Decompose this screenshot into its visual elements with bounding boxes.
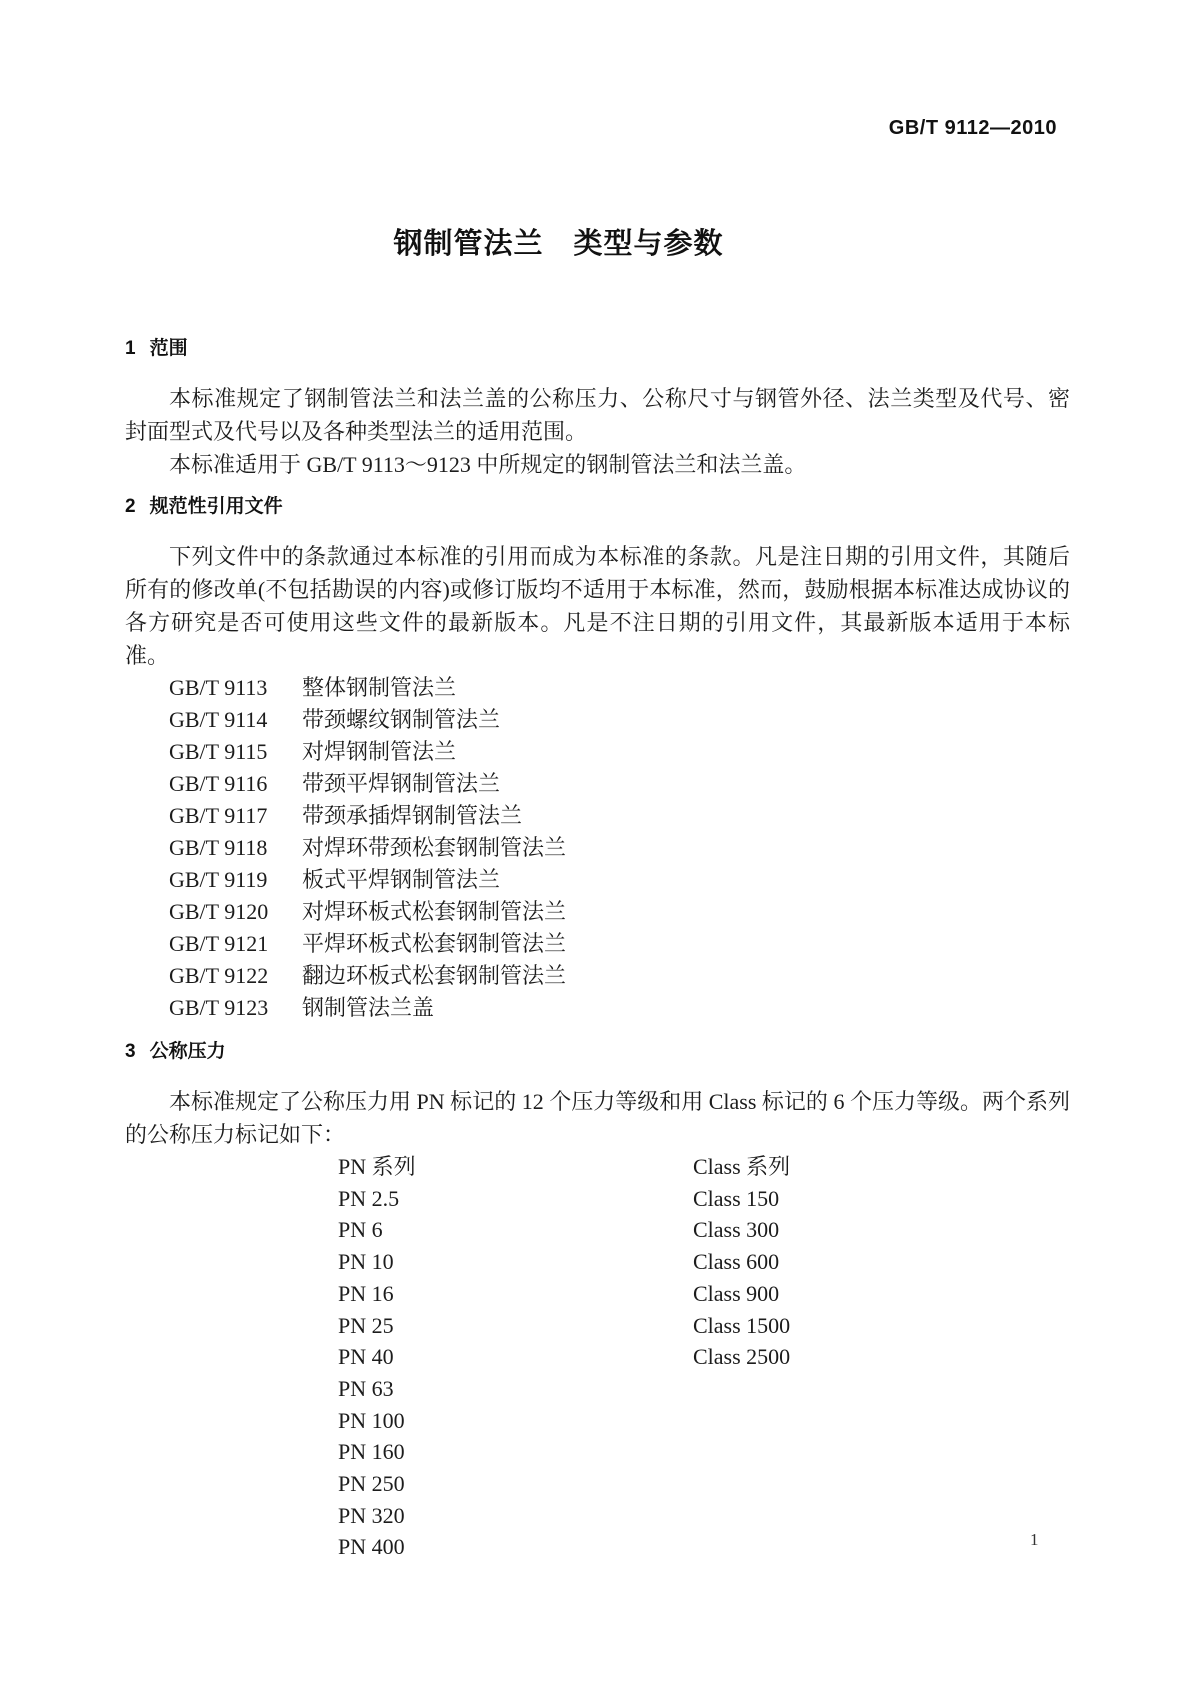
- class-series-column: [693, 1151, 790, 1563]
- body-paragraph: 本标准规定了钢制管法兰和法兰盖的公称压力、公称尺寸与钢管外径、法兰类型及代号、密封面型式及代号以及各种类型法兰的适用范围。: [125, 386, 1070, 444]
- pn-series-header: PN 系列: [338, 1154, 416, 1179]
- reference-code: GB/T 9115: [169, 739, 268, 764]
- pressure-item: PN 63: [338, 1375, 394, 1401]
- section-number: 3: [125, 1041, 136, 1062]
- section-3-heading: [125, 1039, 1070, 1065]
- reference-title: 对焊钢制管法兰: [302, 739, 457, 764]
- reference-code: GB/T 9113: [169, 675, 268, 700]
- pressure-item: PN 25: [338, 1312, 394, 1338]
- reference-item: [169, 928, 1070, 960]
- pressure-item: PN 40: [338, 1344, 394, 1370]
- reference-title: 对焊环板式松套钢制管法兰: [302, 899, 567, 924]
- section-number: 2: [125, 496, 136, 517]
- reference-item: [169, 864, 1070, 896]
- reference-code: GB/T 9121: [169, 931, 269, 956]
- reference-title: 钢制管法兰盖: [302, 995, 435, 1020]
- reference-title: 翻边环板式松套钢制管法兰: [302, 963, 567, 988]
- pressure-series-lists: [125, 1151, 1070, 1563]
- reference-title: 带颈螺纹钢制管法兰: [302, 707, 501, 732]
- pressure-item: Class 900: [693, 1280, 780, 1306]
- pressure-item: Class 150: [693, 1185, 780, 1211]
- body-paragraph: 本标准规定了公称压力用 PN 标记的 12 个压力等级和用 Class 标记的 6 个压力等级。两个系列的公称压力标记如下：: [125, 1089, 1070, 1147]
- pressure-item: PN 16: [338, 1280, 394, 1306]
- reference-code: GB/T 9119: [169, 867, 268, 892]
- section-1-heading: [125, 336, 1070, 362]
- pressure-item: PN 320: [338, 1502, 405, 1528]
- reference-item: [169, 672, 1070, 704]
- reference-item: [169, 800, 1070, 832]
- reference-item: [169, 992, 1070, 1024]
- pressure-item: PN 250: [338, 1471, 405, 1497]
- pn-series-column: [338, 1151, 693, 1563]
- reference-list: [125, 672, 1070, 1024]
- reference-item: [169, 704, 1070, 736]
- reference-title: 带颈平焊钢制管法兰: [302, 771, 501, 796]
- reference-code: GB/T 9114: [169, 707, 268, 732]
- section-heading-label: 公称压力: [149, 1041, 226, 1062]
- standard-code: GB/T 9112—2010: [888, 117, 1057, 139]
- section-heading-label: 范围: [149, 338, 188, 359]
- pressure-item: Class 300: [693, 1217, 780, 1243]
- reference-code: GB/T 9120: [169, 899, 269, 924]
- reference-code: GB/T 9122: [169, 963, 269, 988]
- document-content: [125, 336, 1070, 1563]
- pressure-item: PN 2.5: [338, 1185, 400, 1211]
- section-heading-label: 规范性引用文件: [149, 496, 283, 517]
- reference-title: 带颈承插焊钢制管法兰: [302, 803, 523, 828]
- reference-item: [169, 768, 1070, 800]
- reference-code: GB/T 9117: [169, 803, 268, 828]
- section-2-heading: [125, 494, 1070, 520]
- page-number: 1: [1030, 1530, 1039, 1549]
- pressure-item: PN 10: [338, 1249, 394, 1275]
- pressure-item: Class 1500: [693, 1312, 791, 1338]
- pressure-item: Class 600: [693, 1249, 780, 1275]
- pressure-item: PN 100: [338, 1407, 405, 1433]
- pressure-item: Class 2500: [693, 1344, 791, 1370]
- reference-item: [169, 832, 1070, 864]
- reference-title: 平焊环板式松套钢制管法兰: [302, 931, 567, 956]
- body-paragraph: 下列文件中的条款通过本标准的引用而成为本标准的条款。凡是注日期的引用文件，其随后所有的修改单(不包括勘误的内容)或修订版均不适用于本标准，然而，鼓励根据本标准达成协议的各方研究是否可使用这些文件的最新版本。凡是不注日期的引用文件，其最新版本适用于本标准。: [125, 544, 1070, 668]
- reference-title: 整体钢制管法兰: [302, 675, 457, 700]
- body-paragraph: 本标准适用于 GB/T 9113～9123 中所规定的钢制管法兰和法兰盖。: [169, 452, 807, 477]
- pressure-item: PN 160: [338, 1439, 405, 1465]
- class-series-header: Class 系列: [693, 1154, 791, 1179]
- document-title: 钢制管法兰 类型与参数: [393, 228, 724, 260]
- reference-code: GB/T 9116: [169, 771, 268, 796]
- pressure-item: PN 6: [338, 1217, 383, 1243]
- reference-item: [169, 736, 1070, 768]
- reference-title: 板式平焊钢制管法兰: [302, 867, 501, 892]
- reference-item: [169, 960, 1070, 992]
- section-number: 1: [125, 338, 136, 359]
- reference-code: GB/T 9118: [169, 835, 268, 860]
- reference-title: 对焊环带颈松套钢制管法兰: [302, 835, 567, 860]
- pressure-item: PN 400: [338, 1534, 405, 1560]
- reference-item: [169, 896, 1070, 928]
- reference-code: GB/T 9123: [169, 995, 269, 1020]
